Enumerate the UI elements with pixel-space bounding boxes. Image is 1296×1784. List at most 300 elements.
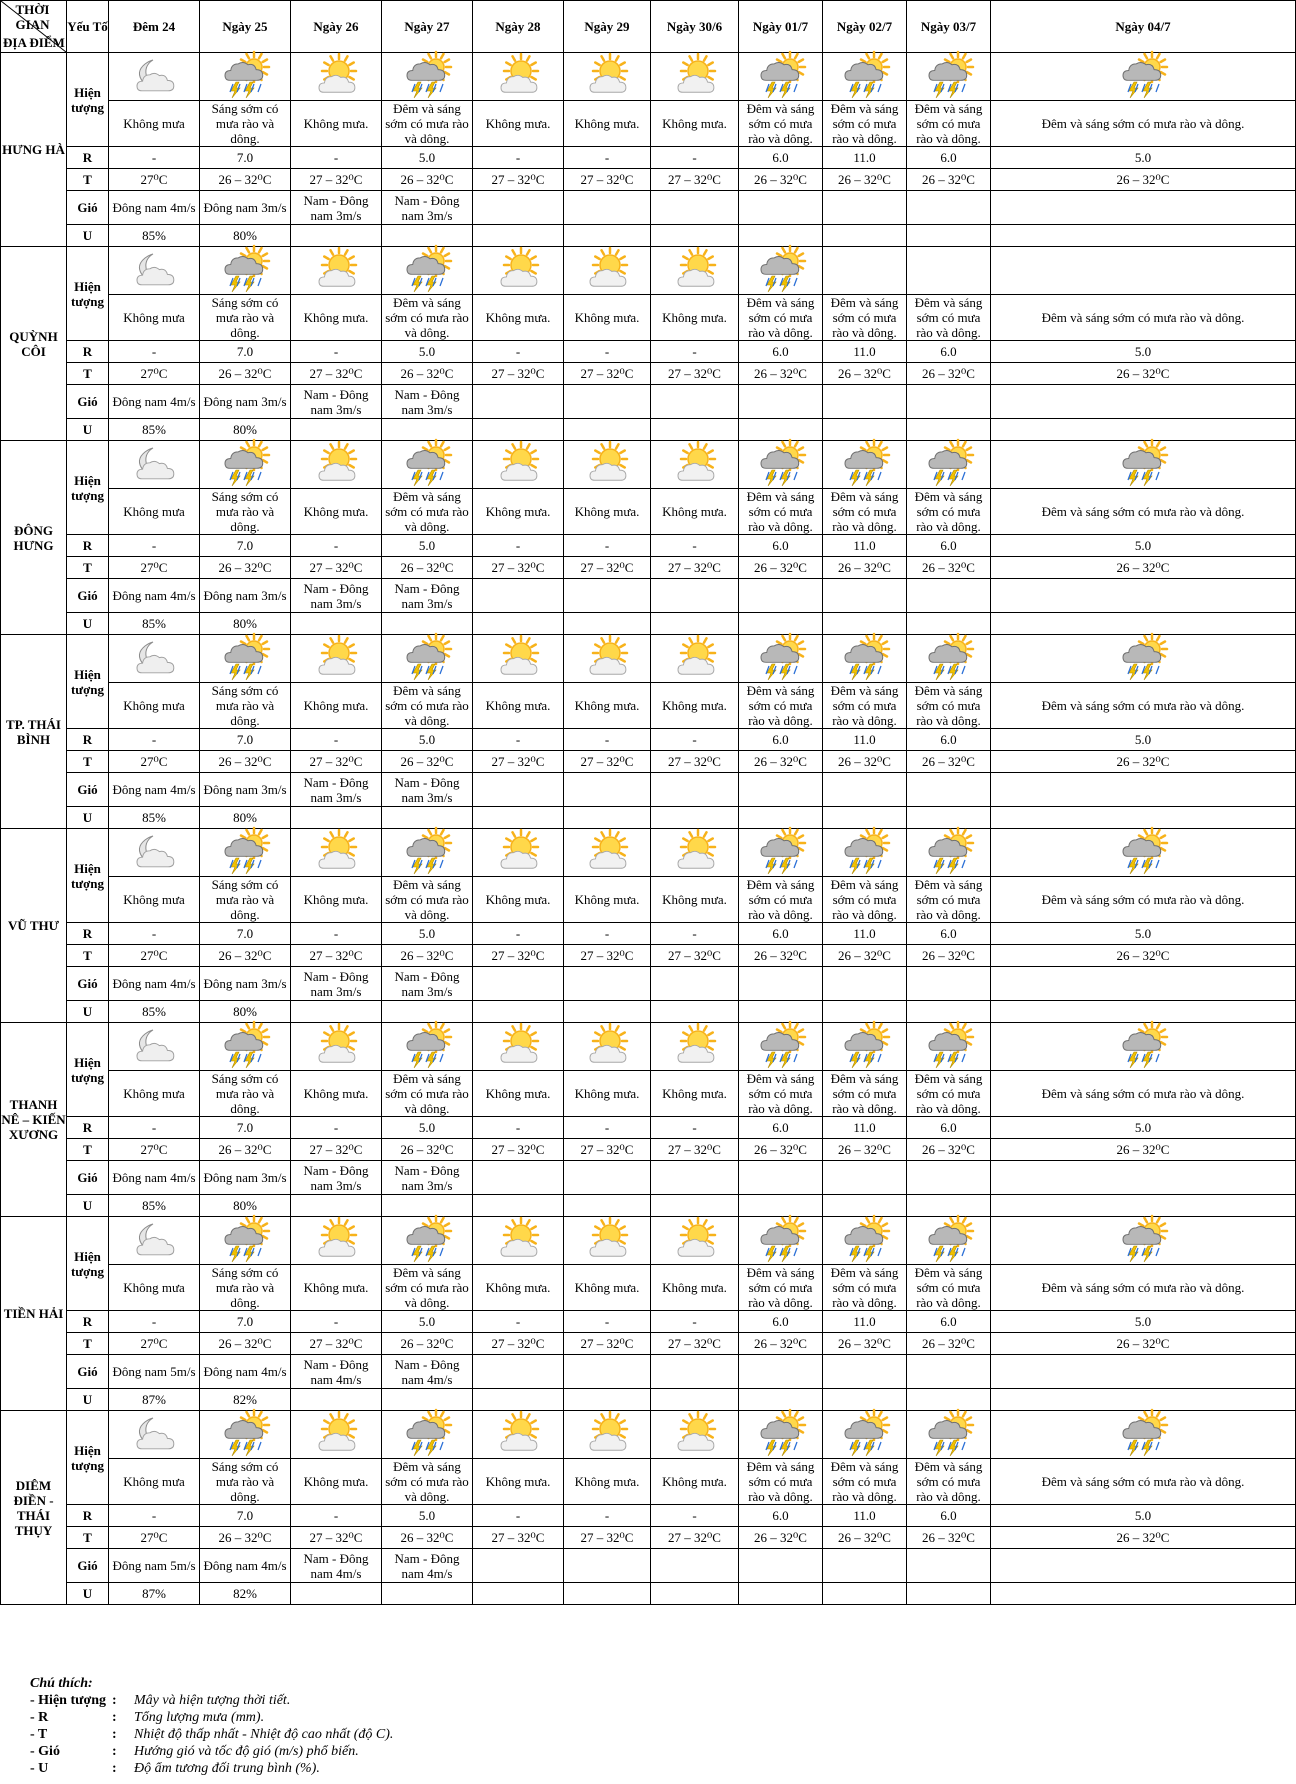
- temp-cell: 27 – 32⁰C: [473, 363, 564, 385]
- sun-cloud-icon: [495, 1414, 541, 1458]
- wind-cell: Đông nam 4m/s: [200, 1355, 291, 1389]
- rain-cell: -: [473, 923, 564, 945]
- weather-icon-cell: [823, 247, 907, 295]
- humidity-cell: [564, 807, 651, 829]
- phenomenon-cell: Đêm và sáng sớm có mưa rào và dông.: [382, 683, 473, 729]
- weather-icon-cell: [564, 1217, 651, 1265]
- wind-cell: [991, 385, 1296, 419]
- humidity-cell: [291, 613, 382, 635]
- humidity-cell: 85%: [109, 1195, 200, 1217]
- wind-row: [1, 773, 1296, 807]
- temp-cell: 27 – 32⁰C: [564, 557, 651, 579]
- legend-desc: Nhiệt độ thấp nhất - Nhiệt độ cao nhất (độ C).: [134, 1727, 394, 1742]
- rain-cell: -: [291, 729, 382, 751]
- humidity-cell: [291, 1583, 382, 1605]
- wind-cell: Đông nam 4m/s: [109, 191, 200, 225]
- weather-icon-cell: [991, 1217, 1296, 1265]
- wind-cell: [473, 191, 564, 225]
- location-name: TP. THÁI BÌNH: [1, 635, 67, 829]
- storm-sun-icon: [758, 56, 804, 100]
- wind-cell: Đông nam 3m/s: [200, 967, 291, 1001]
- temp-cell: 26 – 32⁰C: [907, 169, 991, 191]
- phenomenon-cell: Không mưa.: [651, 877, 739, 923]
- storm-sun-icon: [222, 250, 268, 294]
- weather-icon-cell: [823, 1217, 907, 1265]
- wind-cell: Nam - Đông nam 3m/s: [291, 1161, 382, 1195]
- sun-cloud-icon: [313, 444, 359, 488]
- corner-time-label: THỜI GIAN: [15, 2, 50, 32]
- rain-cell: -: [651, 923, 739, 945]
- phenomenon-cell: Đêm và sáng sớm có mưa rào và dông.: [739, 295, 823, 341]
- rain-cell: 7.0: [200, 147, 291, 169]
- phenomenon-cell: Đêm và sáng sớm có mưa rào và dông.: [739, 1459, 823, 1505]
- phenomenon-cell: Không mưa.: [473, 1265, 564, 1311]
- humidity-cell: [739, 419, 823, 441]
- humidity-cell: [651, 613, 739, 635]
- label-humidity: U: [67, 1389, 109, 1411]
- phenomenon-cell: Đêm và sáng sớm có mưa rào và dông.: [823, 1071, 907, 1117]
- wind-cell: [991, 1355, 1296, 1389]
- wind-cell: [823, 967, 907, 1001]
- rain-cell: 5.0: [991, 1311, 1296, 1333]
- weather-icon-cell: [739, 635, 823, 683]
- rain-cell: 6.0: [907, 729, 991, 751]
- temp-cell: 26 – 32⁰C: [382, 169, 473, 191]
- wind-row: [1, 191, 1296, 225]
- legend-title: Chú thích:: [30, 1676, 93, 1691]
- rain-cell: 6.0: [907, 923, 991, 945]
- location-name: ĐÔNG HƯNG: [1, 441, 67, 635]
- phenomenon-row: [1, 101, 1296, 147]
- day-header: Ngày 27: [382, 1, 473, 53]
- humidity-row: [1, 419, 1296, 441]
- humidity-cell: [991, 613, 1296, 635]
- temp-row: [1, 1139, 1296, 1161]
- wind-cell: [823, 1355, 907, 1389]
- phenomenon-cell: Không mưa.: [564, 295, 651, 341]
- weather-icon-cell: [991, 441, 1296, 489]
- weather-icon-cell: [991, 829, 1296, 877]
- phenomenon-row: [1, 1265, 1296, 1311]
- storm-sun-icon: [842, 1414, 888, 1458]
- temp-cell: 27 – 32⁰C: [473, 945, 564, 967]
- temp-cell: 26 – 32⁰C: [382, 945, 473, 967]
- rain-row: [1, 147, 1296, 169]
- humidity-cell: 85%: [109, 225, 200, 247]
- rain-cell: 6.0: [739, 535, 823, 557]
- legend-colon: :: [112, 1710, 117, 1725]
- sun-cloud-icon: [672, 250, 718, 294]
- humidity-cell: [473, 419, 564, 441]
- humidity-cell: [991, 807, 1296, 829]
- weather-icon-cell: [907, 1411, 991, 1459]
- moon-cloud-icon: [131, 444, 177, 488]
- temp-cell: 26 – 32⁰C: [382, 1527, 473, 1549]
- wind-cell: [473, 1161, 564, 1195]
- temp-cell: 26 – 32⁰C: [739, 169, 823, 191]
- weather-icon-cell: [991, 1411, 1296, 1459]
- phenomenon-cell: Không mưa.: [651, 683, 739, 729]
- wind-cell: Nam - Đông nam 3m/s: [382, 385, 473, 419]
- label-phenomenon: Hiện tượng: [67, 441, 109, 535]
- temp-cell: 26 – 32⁰C: [907, 945, 991, 967]
- phenomenon-cell: Không mưa.: [651, 1265, 739, 1311]
- wind-cell: [651, 579, 739, 613]
- temp-cell: 26 – 32⁰C: [991, 1139, 1296, 1161]
- humidity-cell: [991, 225, 1296, 247]
- rain-cell: -: [473, 147, 564, 169]
- temp-cell: 27⁰C: [109, 169, 200, 191]
- temp-cell: 27 – 32⁰C: [473, 169, 564, 191]
- icon-row: [1, 53, 1296, 101]
- label-temp: T: [67, 169, 109, 191]
- rain-cell: 6.0: [907, 1117, 991, 1139]
- storm-sun-icon: [758, 444, 804, 488]
- wind-cell: [823, 191, 907, 225]
- weather-icon-cell: [823, 635, 907, 683]
- wind-cell: Đông nam 4m/s: [109, 385, 200, 419]
- label-rain: R: [67, 341, 109, 363]
- wind-cell: [651, 773, 739, 807]
- wind-cell: Đông nam 5m/s: [109, 1355, 200, 1389]
- weather-icon-cell: [382, 829, 473, 877]
- sun-cloud-icon: [495, 832, 541, 876]
- rain-cell: 6.0: [739, 1311, 823, 1333]
- temp-cell: 27 – 32⁰C: [473, 1139, 564, 1161]
- moon-cloud-icon: [131, 1220, 177, 1264]
- day-header: Ngày 28: [473, 1, 564, 53]
- rain-row: [1, 535, 1296, 557]
- legend-desc: Mây và hiện tượng thời tiết.: [134, 1693, 291, 1708]
- legend-colon: :: [112, 1744, 117, 1759]
- legend-notes: [30, 1675, 393, 1777]
- phenomenon-cell: Đêm và sáng sớm có mưa rào và dông.: [823, 877, 907, 923]
- humidity-row: [1, 1389, 1296, 1411]
- phenomenon-cell: Không mưa.: [564, 1071, 651, 1117]
- wind-cell: [739, 967, 823, 1001]
- rain-cell: -: [651, 147, 739, 169]
- phenomenon-cell: Không mưa.: [564, 1459, 651, 1505]
- storm-sun-icon: [926, 444, 972, 488]
- phenomenon-cell: Sáng sớm có mưa rào và dông.: [200, 683, 291, 729]
- rain-cell: -: [564, 923, 651, 945]
- sun-cloud-icon: [584, 832, 630, 876]
- wind-cell: [651, 191, 739, 225]
- sun-cloud-icon: [495, 1220, 541, 1264]
- rain-cell: 11.0: [823, 341, 907, 363]
- phenomenon-cell: Đêm và sáng sớm có mưa rào và dông.: [991, 489, 1296, 535]
- humidity-cell: [564, 419, 651, 441]
- storm-sun-icon: [404, 1220, 450, 1264]
- temp-cell: 27 – 32⁰C: [564, 1139, 651, 1161]
- rain-cell: 5.0: [382, 1117, 473, 1139]
- temp-cell: 26 – 32⁰C: [991, 557, 1296, 579]
- weather-icon-cell: [200, 247, 291, 295]
- wind-cell: [991, 1161, 1296, 1195]
- label-rain: R: [67, 1117, 109, 1139]
- humidity-cell: [473, 1389, 564, 1411]
- temp-cell: 27 – 32⁰C: [291, 169, 382, 191]
- phenomenon-cell: Đêm và sáng sớm có mưa rào và dông.: [991, 101, 1296, 147]
- wind-cell: Đông nam 5m/s: [109, 1549, 200, 1583]
- label-wind: Gió: [67, 1355, 109, 1389]
- storm-sun-icon: [404, 832, 450, 876]
- day-header: Ngày 03/7: [907, 1, 991, 53]
- temp-row: [1, 169, 1296, 191]
- storm-sun-icon: [842, 1220, 888, 1264]
- label-humidity: U: [67, 419, 109, 441]
- rain-cell: 5.0: [382, 147, 473, 169]
- humidity-cell: [564, 1001, 651, 1023]
- day-header: Ngày 30/6: [651, 1, 739, 53]
- wind-cell: [564, 579, 651, 613]
- storm-sun-icon: [926, 1220, 972, 1264]
- humidity-cell: 80%: [200, 1001, 291, 1023]
- phenomenon-cell: Đêm và sáng sớm có mưa rào và dông.: [823, 295, 907, 341]
- phenomenon-row: [1, 877, 1296, 923]
- storm-sun-icon: [926, 56, 972, 100]
- sun-cloud-icon: [313, 1220, 359, 1264]
- storm-sun-icon: [222, 1220, 268, 1264]
- rain-cell: 7.0: [200, 535, 291, 557]
- label-rain: R: [67, 147, 109, 169]
- storm-sun-icon: [1120, 638, 1166, 682]
- rain-cell: 5.0: [991, 341, 1296, 363]
- humidity-cell: [739, 225, 823, 247]
- temp-cell: 26 – 32⁰C: [739, 1333, 823, 1355]
- storm-sun-icon: [404, 250, 450, 294]
- phenomenon-cell: Đêm và sáng sớm có mưa rào và dông.: [382, 295, 473, 341]
- humidity-cell: 80%: [200, 419, 291, 441]
- rain-cell: -: [564, 1505, 651, 1527]
- weather-icon-cell: [907, 635, 991, 683]
- humidity-row: [1, 1583, 1296, 1605]
- label-humidity: U: [67, 1583, 109, 1605]
- phenomenon-cell: Không mưa.: [291, 1459, 382, 1505]
- wind-cell: [564, 191, 651, 225]
- temp-cell: 27 – 32⁰C: [564, 363, 651, 385]
- phenomenon-cell: Sáng sớm có mưa rào và dông.: [200, 295, 291, 341]
- rain-cell: -: [109, 147, 200, 169]
- legend-key: - Hiện tượng: [30, 1693, 107, 1708]
- temp-cell: 27 – 32⁰C: [564, 169, 651, 191]
- phenomenon-cell: Không mưa.: [651, 101, 739, 147]
- sun-cloud-icon: [584, 1414, 630, 1458]
- humidity-cell: [823, 1389, 907, 1411]
- weather-icon-cell: [823, 1411, 907, 1459]
- wind-cell: Nam - Đông nam 3m/s: [291, 579, 382, 613]
- temp-cell: 27 – 32⁰C: [291, 945, 382, 967]
- wind-cell: [473, 579, 564, 613]
- wind-cell: [823, 385, 907, 419]
- storm-sun-icon: [1120, 1414, 1166, 1458]
- weather-icon-cell: [109, 247, 200, 295]
- temp-cell: 27 – 32⁰C: [564, 1333, 651, 1355]
- rain-cell: -: [651, 1311, 739, 1333]
- phenomenon-cell: Đêm và sáng sớm có mưa rào và dông.: [991, 1459, 1296, 1505]
- location-name: VŨ THƯ: [1, 829, 67, 1023]
- phenomenon-cell: Không mưa.: [473, 101, 564, 147]
- phenomenon-cell: Không mưa.: [291, 295, 382, 341]
- weather-icon-cell: [109, 635, 200, 683]
- legend-item: [30, 1692, 393, 1709]
- weather-icon-cell: [651, 1411, 739, 1459]
- phenomenon-cell: Đêm và sáng sớm có mưa rào và dông.: [739, 489, 823, 535]
- rain-cell: -: [291, 1505, 382, 1527]
- humidity-cell: [907, 807, 991, 829]
- wind-cell: Đông nam 3m/s: [200, 385, 291, 419]
- humidity-cell: [291, 419, 382, 441]
- storm-sun-icon: [926, 832, 972, 876]
- wind-cell: [739, 385, 823, 419]
- humidity-cell: [382, 1583, 473, 1605]
- label-phenomenon: Hiện tượng: [67, 1217, 109, 1311]
- phenomenon-row: [1, 683, 1296, 729]
- phenomenon-cell: Đêm và sáng sớm có mưa rào và dông.: [907, 101, 991, 147]
- label-phenomenon: Hiện tượng: [67, 53, 109, 147]
- weather-icon-cell: [200, 829, 291, 877]
- temp-cell: 26 – 32⁰C: [823, 945, 907, 967]
- humidity-cell: [907, 225, 991, 247]
- humidity-cell: [564, 225, 651, 247]
- wind-cell: Nam - Đông nam 3m/s: [382, 773, 473, 807]
- humidity-cell: [823, 1001, 907, 1023]
- humidity-cell: [739, 1195, 823, 1217]
- wind-row: [1, 1549, 1296, 1583]
- wind-cell: Nam - Đông nam 4m/s: [291, 1355, 382, 1389]
- label-wind: Gió: [67, 1161, 109, 1195]
- icon-row: [1, 829, 1296, 877]
- temp-cell: 26 – 32⁰C: [823, 1333, 907, 1355]
- phenomenon-cell: Không mưa.: [291, 1071, 382, 1117]
- weather-icon-cell: [739, 829, 823, 877]
- temp-cell: 27 – 32⁰C: [291, 1527, 382, 1549]
- phenomenon-cell: Đêm và sáng sớm có mưa rào và dông.: [907, 489, 991, 535]
- storm-sun-icon: [1120, 56, 1166, 100]
- humidity-cell: [473, 1001, 564, 1023]
- temp-cell: 26 – 32⁰C: [200, 1333, 291, 1355]
- weather-icon-cell: [651, 53, 739, 101]
- temp-row: [1, 945, 1296, 967]
- weather-icon-cell: [109, 1411, 200, 1459]
- rain-cell: -: [291, 535, 382, 557]
- humidity-cell: 82%: [200, 1389, 291, 1411]
- weather-icon-cell: [651, 1217, 739, 1265]
- wind-cell: Nam - Đông nam 4m/s: [291, 1549, 382, 1583]
- wind-cell: Nam - Đông nam 3m/s: [291, 385, 382, 419]
- label-wind: Gió: [67, 385, 109, 419]
- weather-icon-cell: [200, 1411, 291, 1459]
- phenomenon-cell: Không mưa.: [564, 1265, 651, 1311]
- label-rain: R: [67, 923, 109, 945]
- rain-cell: -: [291, 1311, 382, 1333]
- humidity-cell: [651, 1001, 739, 1023]
- sun-cloud-icon: [584, 638, 630, 682]
- factor-header: Yếu Tố: [67, 1, 109, 53]
- phenomenon-cell: Không mưa: [109, 295, 200, 341]
- phenomenon-row: [1, 295, 1296, 341]
- temp-cell: 26 – 32⁰C: [382, 557, 473, 579]
- rain-row: [1, 1311, 1296, 1333]
- phenomenon-cell: Đêm và sáng sớm có mưa rào và dông.: [382, 1071, 473, 1117]
- sun-cloud-icon: [672, 1414, 718, 1458]
- weather-icon-cell: [200, 1023, 291, 1071]
- weather-icon-cell: [823, 53, 907, 101]
- wind-cell: Nam - Đông nam 4m/s: [382, 1355, 473, 1389]
- storm-sun-icon: [842, 1026, 888, 1070]
- corner-cell: [1, 1, 67, 53]
- humidity-cell: [907, 1195, 991, 1217]
- temp-cell: 27⁰C: [109, 363, 200, 385]
- rain-cell: 5.0: [991, 1117, 1296, 1139]
- weather-icon-cell: [473, 1023, 564, 1071]
- humidity-cell: [291, 807, 382, 829]
- temp-cell: 27 – 32⁰C: [473, 557, 564, 579]
- sun-cloud-icon: [313, 250, 359, 294]
- humidity-cell: [991, 419, 1296, 441]
- storm-sun-icon: [758, 638, 804, 682]
- weather-icon-cell: [291, 1411, 382, 1459]
- location-name: THANH NÊ – KIẾN XƯƠNG: [1, 1023, 67, 1217]
- humidity-cell: [564, 1389, 651, 1411]
- rain-cell: 6.0: [739, 1505, 823, 1527]
- temp-cell: 26 – 32⁰C: [823, 751, 907, 773]
- phenomenon-cell: Không mưa: [109, 1459, 200, 1505]
- temp-cell: 27 – 32⁰C: [651, 1139, 739, 1161]
- storm-sun-icon: [758, 250, 804, 294]
- phenomenon-cell: Đêm và sáng sớm có mưa rào và dông.: [382, 1265, 473, 1311]
- temp-cell: 26 – 32⁰C: [991, 945, 1296, 967]
- phenomenon-cell: Sáng sớm có mưa rào và dông.: [200, 1459, 291, 1505]
- temp-cell: 26 – 32⁰C: [907, 557, 991, 579]
- humidity-cell: [991, 1389, 1296, 1411]
- rain-cell: 6.0: [739, 341, 823, 363]
- weather-icon-cell: [382, 441, 473, 489]
- humidity-cell: [382, 807, 473, 829]
- temp-cell: 26 – 32⁰C: [823, 557, 907, 579]
- rain-cell: -: [651, 1117, 739, 1139]
- rain-cell: 11.0: [823, 147, 907, 169]
- rain-cell: 5.0: [382, 341, 473, 363]
- rain-cell: 11.0: [823, 1505, 907, 1527]
- phenomenon-cell: Đêm và sáng sớm có mưa rào và dông.: [907, 295, 991, 341]
- temp-cell: 26 – 32⁰C: [200, 945, 291, 967]
- location-name: QUỲNH CÔI: [1, 247, 67, 441]
- legend-items: [30, 1692, 393, 1777]
- weather-icon-cell: [739, 441, 823, 489]
- corner-place-label: ĐỊA ĐIỂM: [3, 35, 65, 50]
- storm-sun-icon: [222, 832, 268, 876]
- wind-cell: [907, 191, 991, 225]
- humidity-cell: [823, 613, 907, 635]
- legend-item: [30, 1760, 393, 1777]
- phenomenon-cell: Đêm và sáng sớm có mưa rào và dông.: [823, 1459, 907, 1505]
- rain-cell: -: [651, 341, 739, 363]
- wind-cell: [651, 1549, 739, 1583]
- humidity-row: [1, 225, 1296, 247]
- icon-row: [1, 1217, 1296, 1265]
- wind-cell: [473, 773, 564, 807]
- phenomenon-cell: Đêm và sáng sớm có mưa rào và dông.: [382, 101, 473, 147]
- label-phenomenon: Hiện tượng: [67, 829, 109, 923]
- storm-sun-icon: [758, 1026, 804, 1070]
- humidity-cell: [473, 1195, 564, 1217]
- phenomenon-cell: Không mưa.: [651, 1071, 739, 1117]
- humidity-row: [1, 807, 1296, 829]
- label-phenomenon: Hiện tượng: [67, 247, 109, 341]
- day-header: Đêm 24: [109, 1, 200, 53]
- phenomenon-cell: Đêm và sáng sớm có mưa rào và dông.: [739, 877, 823, 923]
